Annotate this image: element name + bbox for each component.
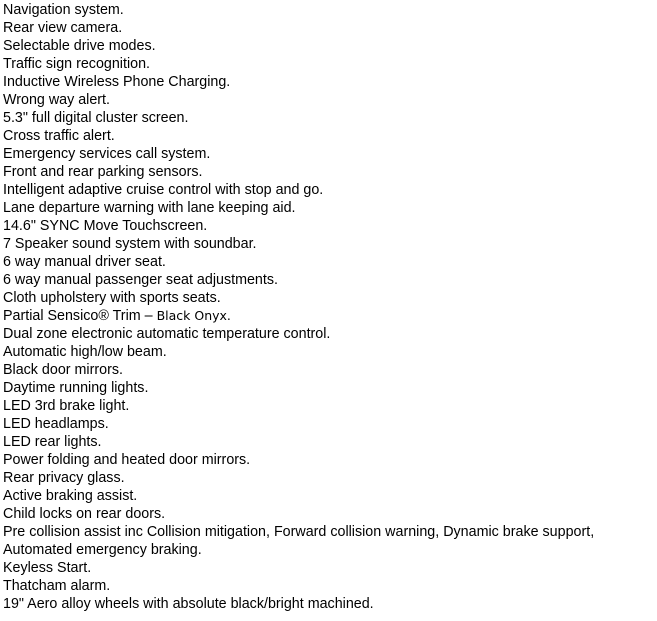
list-item: LED 3rd brake light. xyxy=(3,398,130,414)
trim-color: Black Onyx. xyxy=(156,308,231,323)
list-item: Inductive Wireless Phone Charging. xyxy=(3,74,231,90)
list-item: 6 way manual driver seat. xyxy=(3,254,166,270)
list-item: Cloth upholstery with sports seats. xyxy=(3,290,221,306)
list-item: Navigation system. xyxy=(3,2,124,18)
list-item: Rear view camera. xyxy=(3,20,123,36)
list-item: Rear privacy glass. xyxy=(3,470,125,486)
list-item: 14.6" SYNC Move Touchscreen. xyxy=(3,218,208,234)
list-item: Power folding and heated door mirrors. xyxy=(3,452,251,468)
list-item: Thatcham alarm. xyxy=(3,578,111,594)
list-item: Automated emergency braking. xyxy=(3,542,202,558)
list-item: Dual zone electronic automatic temperature control. xyxy=(3,326,331,342)
list-item: Traffic sign recognition. xyxy=(3,56,151,72)
list-item: 6 way manual passenger seat adjustments. xyxy=(3,272,278,288)
list-item: Intelligent adaptive cruise control with stop and go. xyxy=(3,182,324,198)
list-item: LED rear lights. xyxy=(3,434,102,450)
list-item: LED headlamps. xyxy=(3,416,109,432)
list-item: Selectable drive modes. xyxy=(3,38,156,54)
list-item: Lane departure warning with lane keeping aid. xyxy=(3,200,296,216)
list-item: Automatic high/low beam. xyxy=(3,344,167,360)
list-item: Child locks on rear doors. xyxy=(3,506,166,522)
list-item: Black door mirrors. xyxy=(3,362,123,378)
list-item: Cross traffic alert. xyxy=(3,128,115,144)
list-item: Wrong way alert. xyxy=(3,92,111,108)
list-item: 5.3" full digital cluster screen. xyxy=(3,110,189,126)
list-item: Pre collision assist inc Collision mitigation, Forward collision warning, Dynamic brake support, xyxy=(3,524,595,540)
list-item-trim xyxy=(3,307,594,325)
feature-list xyxy=(3,1,594,613)
list-item: 7 Speaker sound system with soundbar. xyxy=(3,236,257,252)
list-item: Active braking assist. xyxy=(3,488,138,504)
list-item: Front and rear parking sensors. xyxy=(3,164,203,180)
trim-label: Partial Sensico® Trim – xyxy=(3,308,153,324)
list-item: 19" Aero alloy wheels with absolute black/bright machined. xyxy=(3,596,374,612)
list-item: Daytime running lights. xyxy=(3,380,149,396)
list-item: Emergency services call system. xyxy=(3,146,211,162)
list-item: Keyless Start. xyxy=(3,560,92,576)
